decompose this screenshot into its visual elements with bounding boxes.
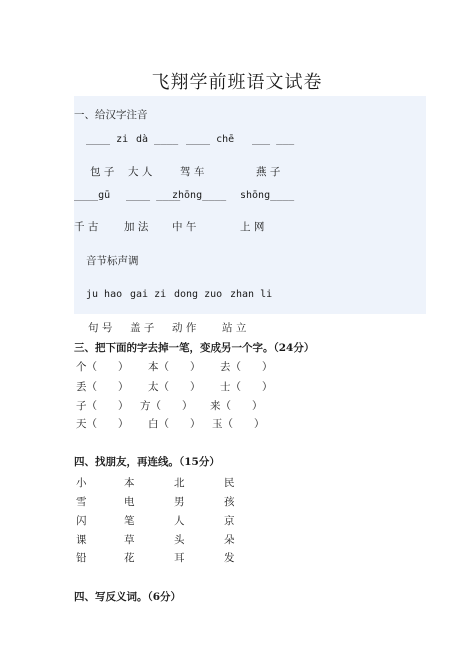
match-char[interactable]: 耳 <box>174 552 185 564</box>
section1-heading: 一、给汉字注音 <box>74 109 148 121</box>
tone-hanzi-4: 站 立 <box>222 322 247 334</box>
stroke-cell[interactable]: 太（ ） <box>148 381 201 393</box>
match-char[interactable]: 闪 <box>76 515 87 527</box>
hanzi-word-2: 大 人 <box>128 166 153 178</box>
match-char[interactable]: 草 <box>124 534 135 546</box>
stroke-cell[interactable]: 去（ ） <box>220 361 273 373</box>
match-char[interactable]: 京 <box>224 515 235 527</box>
hanzi-word-4: 燕 子 <box>256 166 281 178</box>
match-char[interactable]: 本 <box>124 477 135 489</box>
stroke-cell[interactable]: 本（ ） <box>148 361 201 373</box>
hanzi-word-3: 驾 车 <box>180 166 205 178</box>
match-char[interactable]: 花 <box>124 552 135 564</box>
stroke-cell[interactable]: 天（ ） <box>76 418 129 430</box>
pinyin-blank-1[interactable]: ____ zi <box>86 134 129 145</box>
match-char[interactable]: 课 <box>76 534 87 546</box>
tone-item-3: dong zuo <box>174 289 223 300</box>
section5-heading: 四、写反义词。（6分） <box>74 591 182 603</box>
section4-heading: 四、找朋友，再连线。（15分） <box>74 456 220 468</box>
hanzi-word-7: 中 午 <box>172 221 197 233</box>
tone-hanzi-3: 动 作 <box>172 322 197 334</box>
stroke-cell[interactable]: 子（ ） <box>76 400 129 412</box>
match-char[interactable]: 小 <box>76 477 87 489</box>
hanzi-word-5: 千 古 <box>74 221 99 233</box>
stroke-cell[interactable]: 方（ ） <box>140 400 193 412</box>
pinyin-blank-5[interactable]: ____gū <box>74 190 111 201</box>
match-char[interactable]: 北 <box>174 477 185 489</box>
match-char[interactable]: 朵 <box>224 534 235 546</box>
match-char[interactable]: 电 <box>124 496 135 508</box>
stroke-cell[interactable]: 丢（ ） <box>76 381 129 393</box>
stroke-cell[interactable]: 白（ ） <box>148 418 201 430</box>
pinyin-blank-8[interactable]: shōng____ <box>240 190 295 201</box>
match-char[interactable]: 头 <box>174 534 185 546</box>
hanzi-word-8: 上 网 <box>240 221 265 233</box>
match-char[interactable]: 人 <box>174 515 185 527</box>
pinyin-blank-7[interactable]: zhōng____ <box>172 190 227 201</box>
match-char[interactable]: 民 <box>224 477 235 489</box>
pinyin-blank-6[interactable]: ____ ____ <box>126 190 181 201</box>
match-char[interactable]: 雪 <box>76 496 87 508</box>
tone-heading: 音节标声调 <box>86 255 139 267</box>
stroke-cell[interactable]: 玉（ ） <box>212 418 265 430</box>
stroke-cell[interactable]: 个（ ） <box>76 361 129 373</box>
tone-item-2: gai zi <box>130 289 167 300</box>
match-char[interactable]: 孩 <box>224 496 235 508</box>
tone-item-1: ju hao <box>86 289 123 300</box>
match-char[interactable]: 笔 <box>124 515 135 527</box>
tone-hanzi-2: 盖 子 <box>130 322 155 334</box>
match-char[interactable]: 铅 <box>76 552 87 564</box>
pinyin-blank-3[interactable]: ____ chē <box>186 134 235 145</box>
page-title: 飞翔学前班语文试卷 <box>151 72 323 93</box>
pinyin-blank-4[interactable]: ___ ___ <box>252 134 295 145</box>
section3-heading: 三、把下面的字去掉一笔，变成另一个字。（24分） <box>74 342 315 354</box>
hanzi-word-1: 包 子 <box>90 166 115 178</box>
tone-hanzi-1: 句 号 <box>88 322 113 334</box>
tone-item-4: zhan li <box>230 289 273 300</box>
stroke-cell[interactable]: 士（ ） <box>220 381 273 393</box>
pinyin-blank-2[interactable]: dà ____ <box>136 134 179 145</box>
match-char[interactable]: 发 <box>224 552 235 564</box>
hanzi-word-6: 加 法 <box>124 221 149 233</box>
pinyin-panel <box>74 96 426 314</box>
stroke-cell[interactable]: 来（ ） <box>210 400 263 412</box>
match-char[interactable]: 男 <box>174 496 185 508</box>
